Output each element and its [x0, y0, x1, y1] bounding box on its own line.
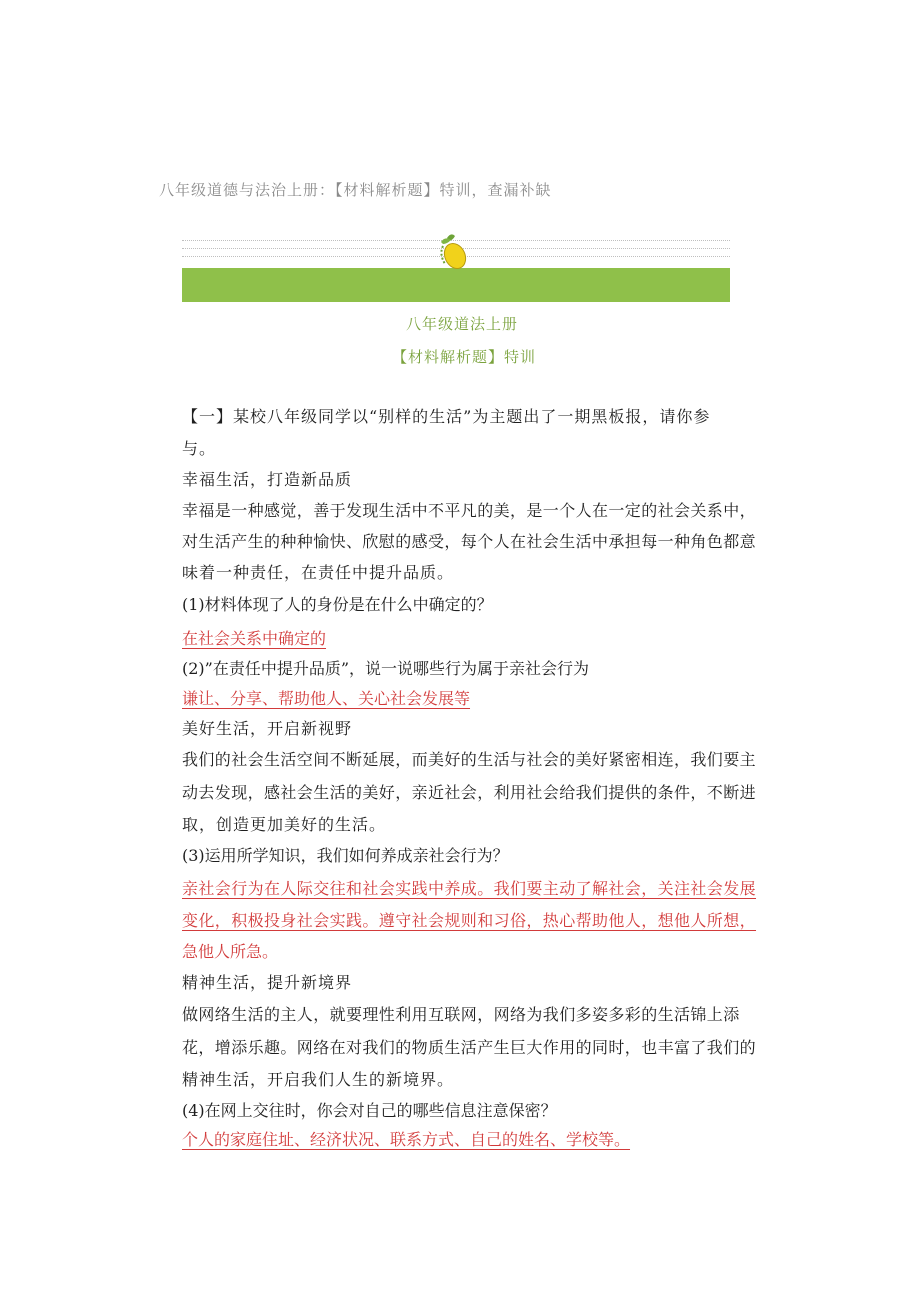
document-title: 八年级道德与法治上册：【材料解析题】特训，查漏补缺 [159, 181, 552, 199]
answer-4: 个人的家庭住址、经济状况、联系方式、自己的姓名、学校等。 [182, 1130, 631, 1149]
question-2: (2)”在责任中提升品质”，说一说哪些行为属于亲社会行为 [182, 659, 590, 678]
banner-subtitle: 八年级道法上册 [406, 315, 519, 333]
paragraph-line: 我们的社会生活空间不断延展，而美好的生活与社会的美好紧密相连，我们要主 [182, 750, 757, 769]
paragraph-line: 味着一种责任，在责任中提升品质。 [182, 563, 455, 582]
answer-3: 变化，积极投身社会实践。遵守社会规则和习俗，热心帮助他人，想他人所想， [182, 911, 757, 930]
paragraph-line: 做网络生活的主人，就要理性利用互联网，网络为我们多姿多彩的生活锦上添 [182, 1005, 740, 1024]
paragraph-line: 对生活产生的种种愉快、欣慰的感受，每个人在社会生活中承担每一种角色都意 [182, 532, 757, 551]
section-heading: 美好生活，开启新视野 [182, 719, 353, 738]
answer-2: 谦让、分享、帮助他人、关心社会发展等 [182, 689, 471, 708]
lemon-icon [433, 232, 473, 272]
intro-text: 【一】某校八年级同学以“别样的生活”为主题出了一期黑板报，请你参 [182, 407, 711, 426]
intro-text: 与。 [182, 439, 217, 458]
paragraph-line: 精神生活，开启我们人生的新境界。 [182, 1070, 455, 1089]
paragraph-line: 幸福是一种感觉，善于发现生活中不平凡的美，是一个人在一定的社会关系中， [182, 501, 757, 520]
question-4: (4)在网上交往时，你会对自己的哪些信息注意保密？ [182, 1101, 557, 1120]
answer-3: 亲社会行为在人际交往和社会实践中养成。我们要主动了解社会，关注社会发展 [182, 879, 757, 898]
paragraph-line: 取，创造更加美好的生活。 [182, 815, 387, 834]
paragraph-line: 花，增添乐趣。网络在对我们的物质生活产生巨大作用的同时，也丰富了我们的 [182, 1038, 757, 1057]
answer-3: 急他人所急。 [182, 942, 279, 961]
banner-subtitle: 【材料解析题】特训 [392, 348, 537, 366]
answer-1: 在社会关系中确定的 [182, 629, 327, 648]
question-1: (1)材料体现了人的身份是在什么中确定的？ [182, 595, 493, 614]
question-3: (3)运用所学知识，我们如何养成亲社会行为？ [182, 846, 509, 865]
section-heading: 精神生活，提升新境界 [182, 973, 353, 992]
section-heading: 幸福生活，打造新品质 [182, 470, 353, 489]
green-banner [182, 268, 730, 302]
paragraph-line: 动去发现，感社会生活的美好，亲近社会，利用社会给我们提供的条件，不断进 [182, 783, 757, 802]
